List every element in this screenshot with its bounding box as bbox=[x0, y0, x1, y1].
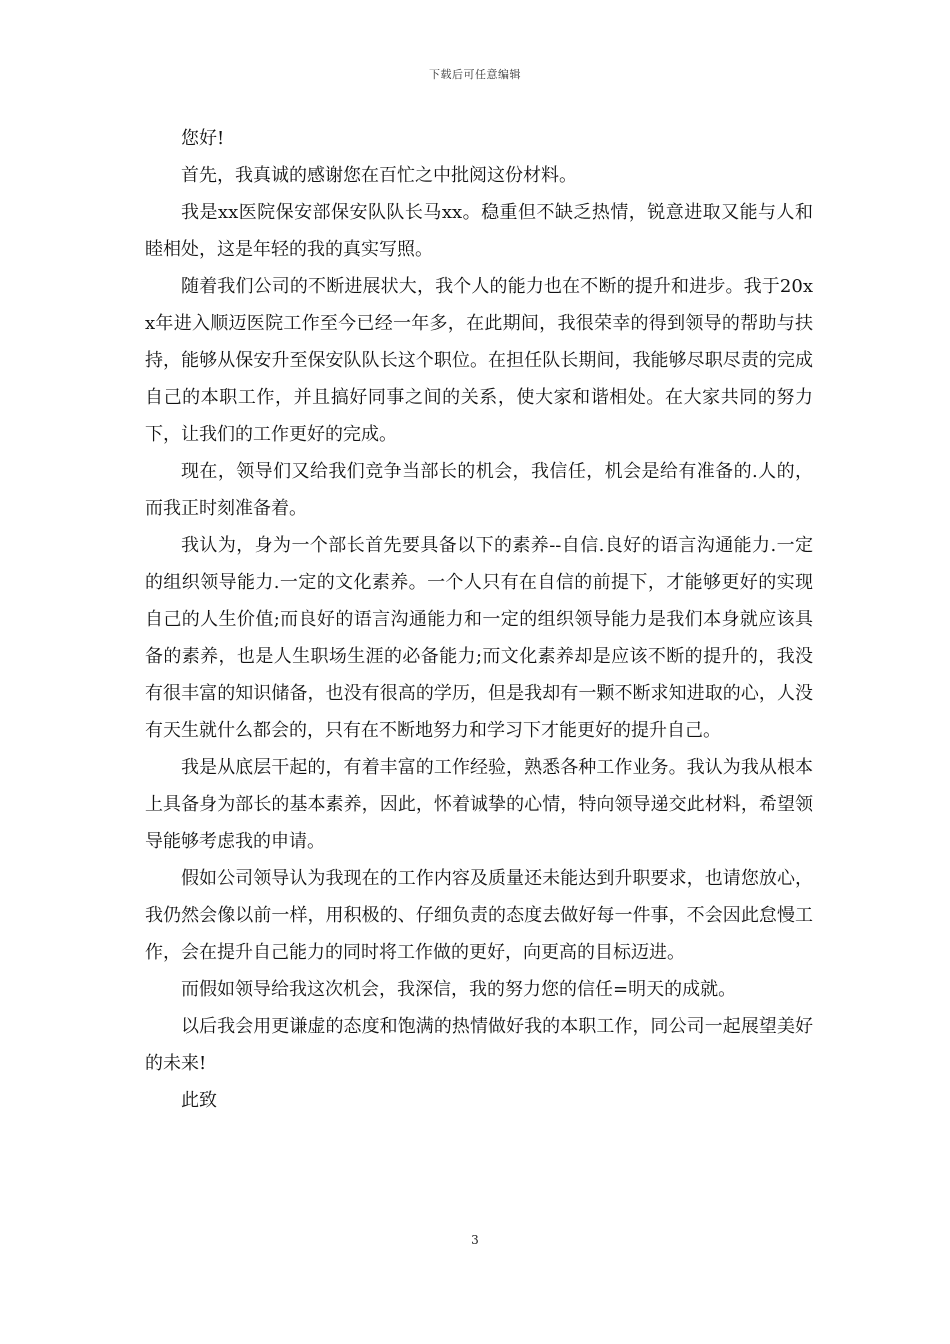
body-paragraph: 首先，我真诚的感谢您在百忙之中批阅这份材料。 bbox=[181, 165, 577, 186]
document-body bbox=[145, 120, 813, 1119]
body-paragraph: 随着我们公司的不断进展状大，我个人的能力也在不断的提升和进步。我于20xx年进入顺迈医院工作至今已经一年多，在此期间，我很荣幸的得到领导的帮助与扶持，能够从保安升至保安队队长这个职位。在担任队长期间，我能够尽职尽责的完成自己的本职工作，并且搞好同事之间的关系，使大家和谐相处。在大家共同的努力下，让我们的工作更好的完成。 bbox=[145, 276, 813, 445]
closing-paragraph: 此致 bbox=[181, 1090, 217, 1111]
body-paragraph: 现在，领导们又给我们竞争当部长的机会，我信任，机会是给有准备的.人的，而我正时刻准备着。 bbox=[145, 461, 813, 519]
body-paragraph: 以后我会用更谦虚的态度和饱满的热情做好我的本职工作，同公司一起展望美好的未来! bbox=[145, 1016, 813, 1074]
body-paragraph: 而假如领导给我这次机会，我深信，我的努力您的信任=明天的成就。 bbox=[181, 979, 737, 1000]
page-header-note: 下载后可任意编辑 bbox=[429, 68, 521, 81]
greeting-paragraph: 您好! bbox=[181, 128, 225, 149]
body-paragraph: 我认为，身为一个部长首先要具备以下的素养--自信.良好的语言沟通能力.一定的组织领导能力.一定的文化素养。一个人只有在自信的前提下，才能够更好的实现自己的人生价值;而良好的语言沟通能力和一定的组织领导能力是我们本身就应该具备的素养，也是人生职场生涯的必备能力;而文化素养却是应该不断的提升的，我没有很丰富的知识储备，也没有很高的学历，但是我却有一颗不断求知进取的心，人没有天生就什么都会的，只有在不断地努力和学习下才能更好的提升自己。 bbox=[145, 535, 813, 741]
body-paragraph: 假如公司领导认为我现在的工作内容及质量还未能达到升职要求，也请您放心，我仍然会像以前一样，用积极的、仔细负责的态度去做好每一件事，不会因此怠慢工作，会在提升自己能力的同时将工作做的更好，向更高的目标迈进。 bbox=[145, 868, 813, 963]
page-number: 3 bbox=[471, 1233, 479, 1247]
body-paragraph: 我是从底层干起的，有着丰富的工作经验，熟悉各种工作业务。我认为我从根本上具备身为部长的基本素养，因此，怀着诚挚的心情，特向领导递交此材料，希望领导能够考虑我的申请。 bbox=[145, 757, 813, 852]
body-paragraph: 我是xx医院保安部保安队队长马xx。稳重但不缺乏热情，锐意进取又能与人和睦相处，这是年轻的我的真实写照。 bbox=[145, 202, 813, 260]
